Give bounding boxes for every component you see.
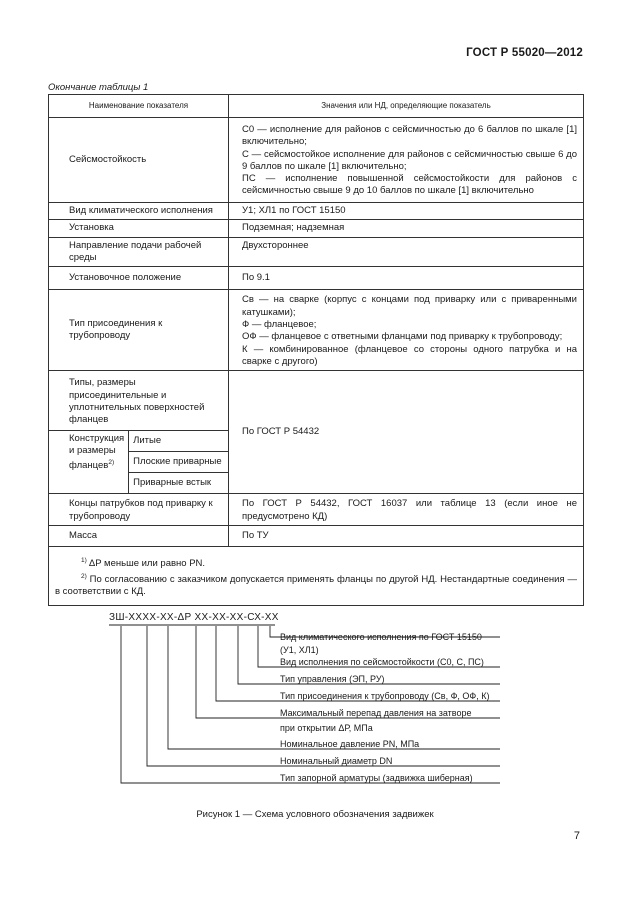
- note-1: [55, 555, 577, 570]
- table-row: [49, 203, 584, 220]
- label-connection: Тип присоединения к трубопроводу (Св, Ф, ОФ, К): [280, 691, 490, 701]
- label-max-pressure: Максимальный перепад давления на затворе: [280, 708, 472, 718]
- seismic-value-c: С — сейсмостойкое исполнение для районов с сейсмичностью свыше 6 до 9 баллов по шкале [1] включительно;: [242, 148, 577, 172]
- table-notes: [49, 547, 584, 605]
- seismic-value-ps: ПС — исполнение повышенной сейсмостойкости для районов с сейсмичностью свыше 9 до 10 баллов по шкале [1] включительно: [242, 173, 577, 197]
- label-nominal-pressure: Номинальное давление PN, МПа: [280, 739, 420, 749]
- table-row: [49, 526, 584, 547]
- label-climatic-options: (У1, ХЛ1): [280, 645, 319, 655]
- row-name-seismic: Сейсмостойкость: [49, 118, 229, 203]
- seismic-value-c0: С0 — исполнение для районов с сейсмичностью до 6 баллов по шкале [1] включительно;: [242, 124, 577, 148]
- label-control: Тип управления (ЭП, РУ): [280, 674, 385, 684]
- note-2: [55, 571, 577, 599]
- table-header-row: [49, 95, 584, 118]
- row-name-installation: Установка: [49, 220, 229, 237]
- flange-design-cell: [49, 431, 229, 494]
- row-value-flange-types: По ГОСТ Р 54432: [229, 371, 584, 494]
- footnote-ref-2: 2): [108, 459, 115, 467]
- note-2-text: По согласованию с заказчиком допускается применять фланцы по другой НД. Нестандартные соединения — в соответствии с КД.: [55, 573, 577, 598]
- label-seismic: Вид исполнения по сейсмостойкости (С0, С, ПС): [280, 657, 484, 667]
- table-row: [49, 237, 584, 267]
- row-name-flange-types: Типы, размеры присоединительные и уплотнительных поверхностей фланцев: [49, 371, 229, 431]
- label-valve-type: Тип запорной арматуры (задвижка шиберная): [280, 773, 473, 783]
- table-row: [49, 220, 584, 237]
- table-row: [49, 494, 584, 526]
- designation-scheme: [100, 612, 520, 792]
- row-value-mass: По ТУ: [229, 526, 584, 547]
- row-name-pipe-ends: Концы патрубков под приварку к трубопроводу: [49, 494, 229, 526]
- row-value-climatic: У1; ХЛ1 по ГОСТ 15150: [229, 203, 584, 220]
- row-name-climatic: Вид климатического исполнения: [49, 203, 229, 220]
- label-nominal-diameter: Номинальный диаметр DN: [280, 756, 393, 766]
- connection-value-k: К — комбинированное (фланцевое со стороны одного патрубка и на сварке с другого): [242, 343, 577, 367]
- flange-design-name: [49, 431, 129, 493]
- table-caption: Окончание таблицы 1: [48, 82, 149, 93]
- table-notes-row: [49, 547, 584, 605]
- note-1-marker: 1): [81, 557, 87, 565]
- designation-code: ЗШ-ХХХХ-ХХ-ΔР ХХ-ХХ-ХХ-СХ-ХХ: [109, 612, 279, 623]
- connection-value-sv: Св — на сварке (корпус с концами под приварку или с приваренными катушками);: [242, 294, 577, 318]
- standard-code: ГОСТ Р 55020—2012: [466, 47, 583, 59]
- table-row: [49, 290, 584, 371]
- row-value-seismic: [229, 118, 584, 203]
- col-header-value: Значения или НД, определяющие показатель: [229, 95, 584, 118]
- note-1-text: ΔP меньше или равно PN.: [88, 558, 206, 570]
- flange-design-label: Конструкция и размеры фланцев: [69, 433, 125, 472]
- table-row: [49, 118, 584, 203]
- flange-design-item-flat-welded: Плоские приварные: [129, 452, 228, 473]
- flange-design-item-butt-welded: Приварные встык: [133, 477, 212, 489]
- specification-table: [48, 94, 584, 606]
- row-name-flow-direction: Направление подачи рабочей среды: [49, 237, 229, 267]
- row-value-pipe-ends: По ГОСТ Р 54432, ГОСТ 16037 или таблице 13 (если иное не предусмотрено КД): [229, 494, 584, 526]
- connection-value-of: ОФ — фланцевое с ответными фланцами под приварку к трубопроводу;: [242, 331, 563, 343]
- flange-design-subtable: [49, 431, 228, 493]
- row-name-mass: Масса: [49, 526, 229, 547]
- page-number: 7: [573, 830, 580, 842]
- table-row: [49, 267, 584, 290]
- col-header-name: Наименование показателя: [49, 95, 229, 118]
- connection-value-f: Ф — фланцевое;: [242, 319, 317, 331]
- row-value-position: По 9.1: [229, 267, 584, 290]
- table-row: [49, 371, 584, 431]
- label-climatic: Вид климатического исполнения по ГОСТ 15150: [280, 632, 482, 642]
- label-max-pressure-2: при открытии ΔР, МПа: [280, 723, 373, 733]
- row-value-installation: Подземная; надземная: [229, 220, 584, 237]
- row-name-connection: Тип присоединения к трубопроводу: [49, 290, 229, 371]
- row-name-position: Установочное положение: [49, 267, 229, 290]
- row-value-connection: [229, 290, 584, 371]
- flange-design-item-cast: Литые: [129, 431, 228, 452]
- figure-caption: Рисунок 1 — Схема условного обозначения задвижек: [196, 809, 434, 820]
- note-2-marker: 2): [81, 572, 87, 580]
- row-value-flow-direction: Двухстороннее: [229, 237, 584, 267]
